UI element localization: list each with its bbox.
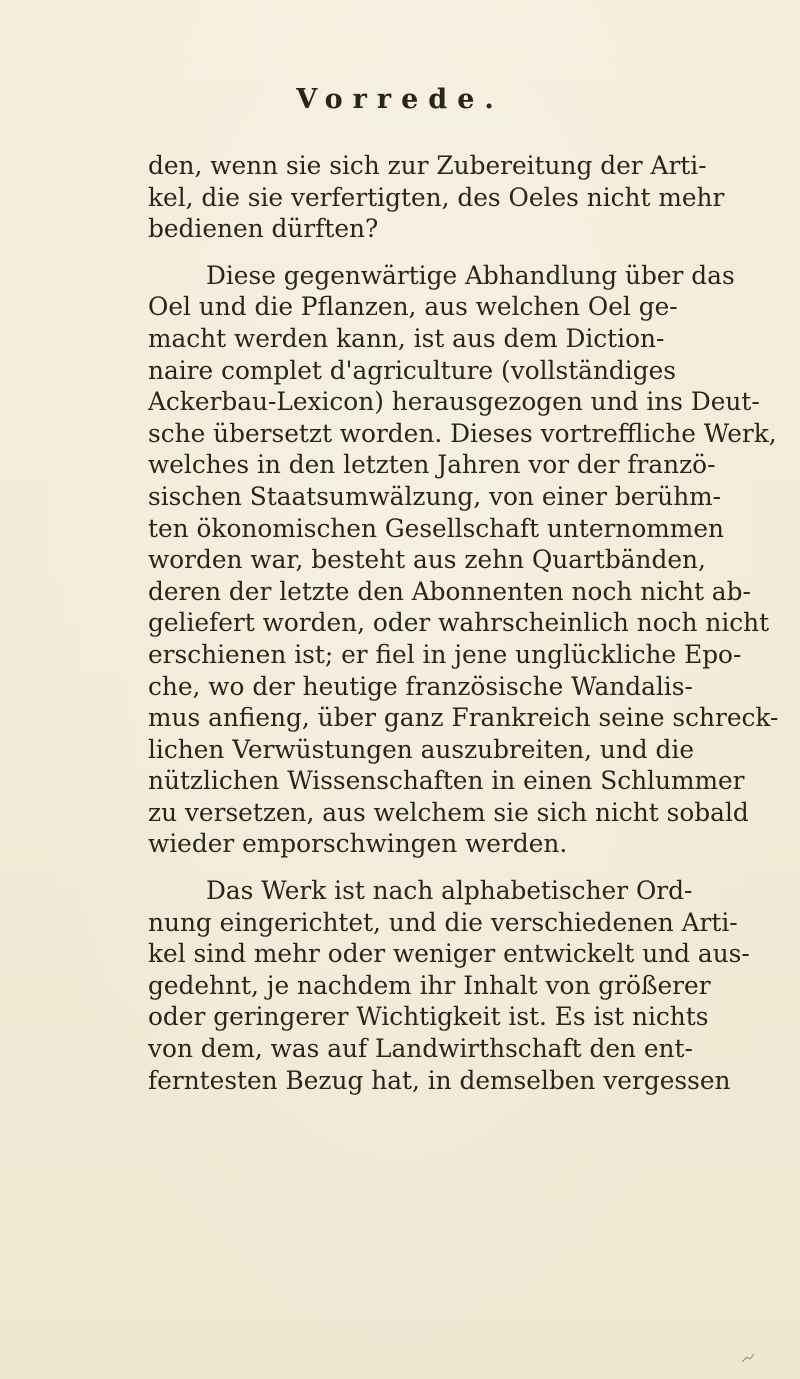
- text-line: erschienen ist; er fiel in jene unglückliche Epo-: [148, 639, 742, 669]
- text-line: naire complet d'agriculture (vollständiges: [148, 355, 677, 385]
- text-line: sischen Staatsumwälzung, von einer berühm-: [148, 481, 722, 511]
- text-line: welches in den letzten Jahren vor der franzö-: [148, 450, 716, 480]
- text-line: Ackerbau-Lexicon) herausgezogen und ins Deut-: [148, 387, 760, 417]
- text-line: zu versetzen, aus welchem sie sich nicht sobald: [148, 797, 749, 827]
- paragraph-gap: [148, 860, 784, 875]
- text-line: Das Werk ist nach alphabetischer Ord-: [206, 876, 693, 906]
- text-line: macht werden kann, ist aus dem Diction-: [148, 323, 665, 353]
- text-line: geliefert worden, oder wahrscheinlich noch nicht: [148, 608, 770, 638]
- text-line: kel, die sie verfertigten, des Oeles nicht mehr: [148, 182, 725, 212]
- text-line: sche übersetzt worden. Dieses vortreffliche Werk,: [148, 418, 777, 448]
- body-text: [148, 150, 784, 1096]
- text-line: lichen Verwüstungen auszubreiten, und die: [148, 734, 695, 764]
- text-line: wieder emporschwingen werden.: [148, 829, 568, 859]
- text-line: von dem, was auf Landwirthschaft den ent-: [148, 1034, 693, 1064]
- text-line: den, wenn sie sich zur Zubereitung der Arti-: [148, 151, 707, 180]
- text-line: Diese gegenwärtige Abhandlung über das: [206, 260, 735, 290]
- text-line: kel sind mehr oder weniger entwickelt und aus-: [148, 939, 750, 969]
- text-line: mus anfieng, über ganz Frankreich seine schreck-: [148, 703, 779, 733]
- text-line: ferntesten Bezug hat, in demselben vergessen: [148, 1065, 731, 1095]
- text-line: ten ökonomischen Gesellschaft unternommen: [148, 513, 724, 543]
- text-line: che, wo der heutige französische Wandalis-: [148, 671, 693, 701]
- paragraph-gap: [148, 245, 784, 260]
- text-line: nung eingerichtet, und die verschiedenen Arti-: [148, 907, 738, 937]
- catchword-mark-icon: [741, 1353, 755, 1363]
- running-header: Vorrede.: [296, 84, 504, 115]
- text-line: worden war, besteht aus zehn Quartbänden,: [148, 545, 706, 575]
- text-line: bedienen dürften?: [148, 214, 379, 244]
- text-line: Oel und die Pflanzen, aus welchen Oel ge-: [148, 292, 678, 322]
- text-line: oder geringerer Wichtigkeit ist. Es ist nichts: [148, 1002, 709, 1032]
- text-line: gedehnt, je nachdem ihr Inhalt von größerer: [148, 970, 711, 1000]
- text-line: deren der letzte den Abonnenten noch nicht ab-: [148, 576, 751, 606]
- text-line: nützlichen Wissenschaften in einen Schlummer: [148, 766, 745, 796]
